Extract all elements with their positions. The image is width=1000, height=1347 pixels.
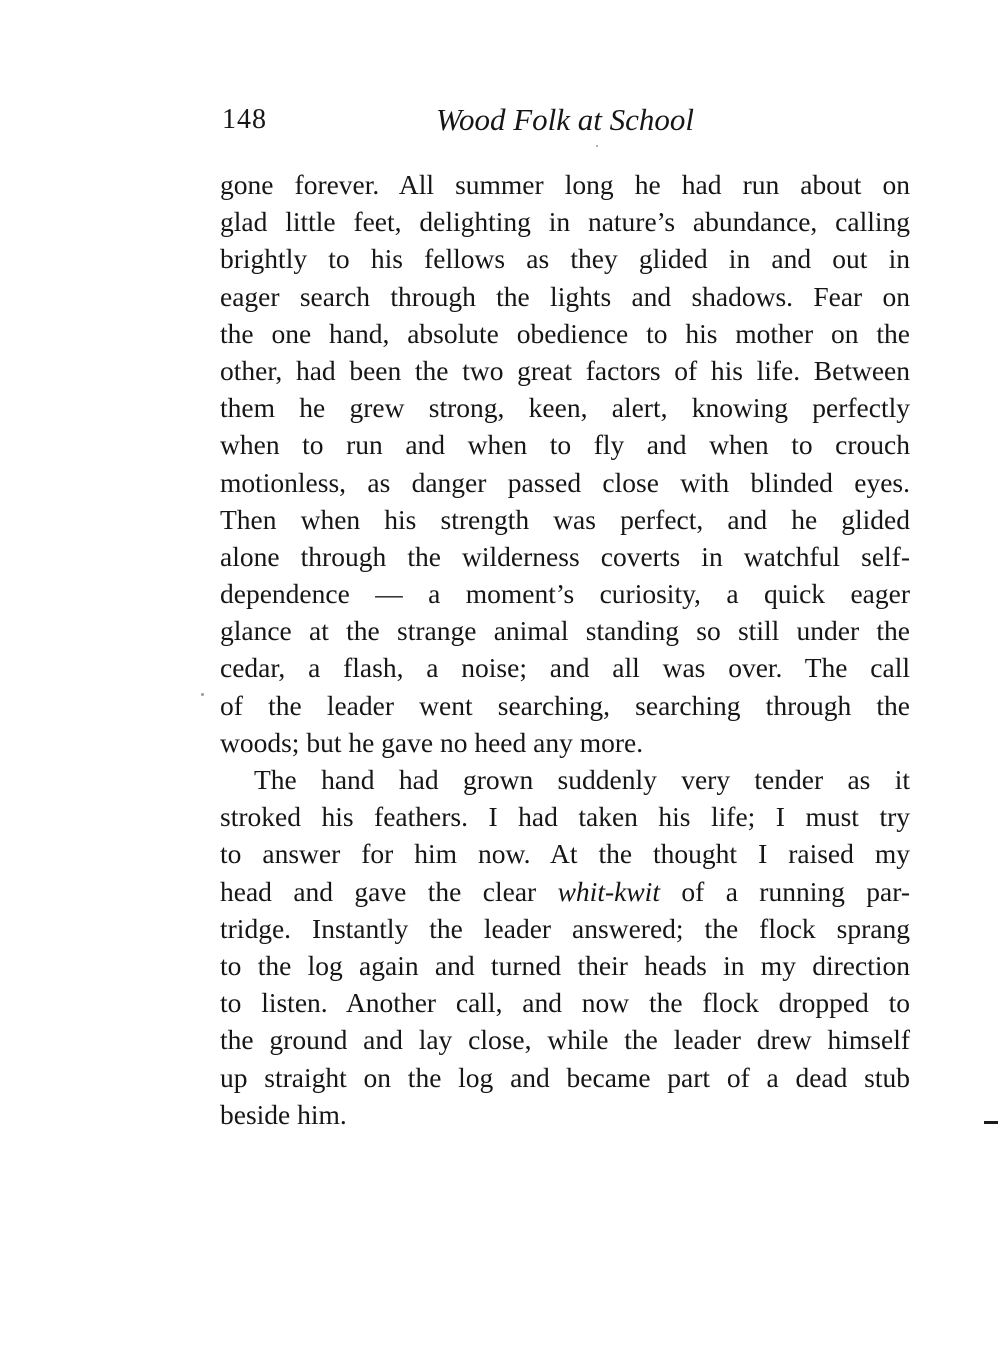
text-line: to listen. Another call, and now the flock dropped to <box>220 987 910 1019</box>
text-line: dependence — a moment’s curiosity, a quick eager <box>220 578 910 610</box>
text-line: stroked his feathers. I had taken his life; I must try <box>220 801 910 833</box>
scan-speck <box>201 693 204 696</box>
text-line: glad little feet, delighting in nature’s abundance, calling <box>220 206 910 238</box>
text-line: to the log again and turned their heads in my direction <box>220 949 910 981</box>
text-line: Then when his strength was perfect, and he glided <box>220 503 910 535</box>
paragraph <box>220 166 910 761</box>
text-run: of a running par- <box>659 875 910 907</box>
book-title: Wood Folk at School <box>435 102 695 137</box>
text-line: The hand had grown suddenly very tender as it <box>254 764 910 795</box>
page-number: 148 <box>222 104 267 135</box>
text-run: head and gave the clear <box>220 875 558 907</box>
text-line: cedar, a flash, a noise; and all was over. The call <box>220 652 910 684</box>
text-line: gone forever. All summer long he had run about on <box>220 169 910 200</box>
text-line: beside him. <box>220 1098 347 1130</box>
text-line: brightly to his fellows as they glided in and out in <box>220 243 910 275</box>
text-line: them he grew strong, keen, alert, knowing perfectly <box>220 392 910 424</box>
paragraph <box>220 761 910 1133</box>
running-head <box>220 98 910 142</box>
scan-mark <box>984 1121 998 1124</box>
text-line: eager search through the lights and shadows. Fear on <box>220 280 910 312</box>
text-line: woods; but he gave no heed any more. <box>220 726 644 758</box>
text-line: alone through the wilderness coverts in watchful self- <box>220 540 910 572</box>
text-line: tridge. Instantly the leader answered; the flock sprang <box>220 912 910 944</box>
text-line: of the leader went searching, searching through the <box>220 689 910 721</box>
text-line: the one hand, absolute obedience to his mother on the <box>220 317 910 349</box>
text-line: other, had been the two great factors of his life. Between <box>220 354 910 386</box>
text-line: motionless, as danger passed close with blinded eyes. <box>220 466 910 498</box>
text-line: to answer for him now. At the thought I raised my <box>220 838 910 870</box>
scan-speck <box>596 145 598 147</box>
text-line: when to run and when to fly and when to crouch <box>220 429 910 461</box>
text-line-with-italic <box>220 873 910 910</box>
text-body <box>220 166 910 1133</box>
text-line: glance at the strange animal standing so still under the <box>220 615 910 647</box>
text-line: up straight on the log and became part of a dead stub <box>220 1061 910 1093</box>
italic-word: whit-kwit <box>557 875 660 907</box>
text-line: the ground and lay close, while the leader drew himself <box>220 1024 910 1056</box>
